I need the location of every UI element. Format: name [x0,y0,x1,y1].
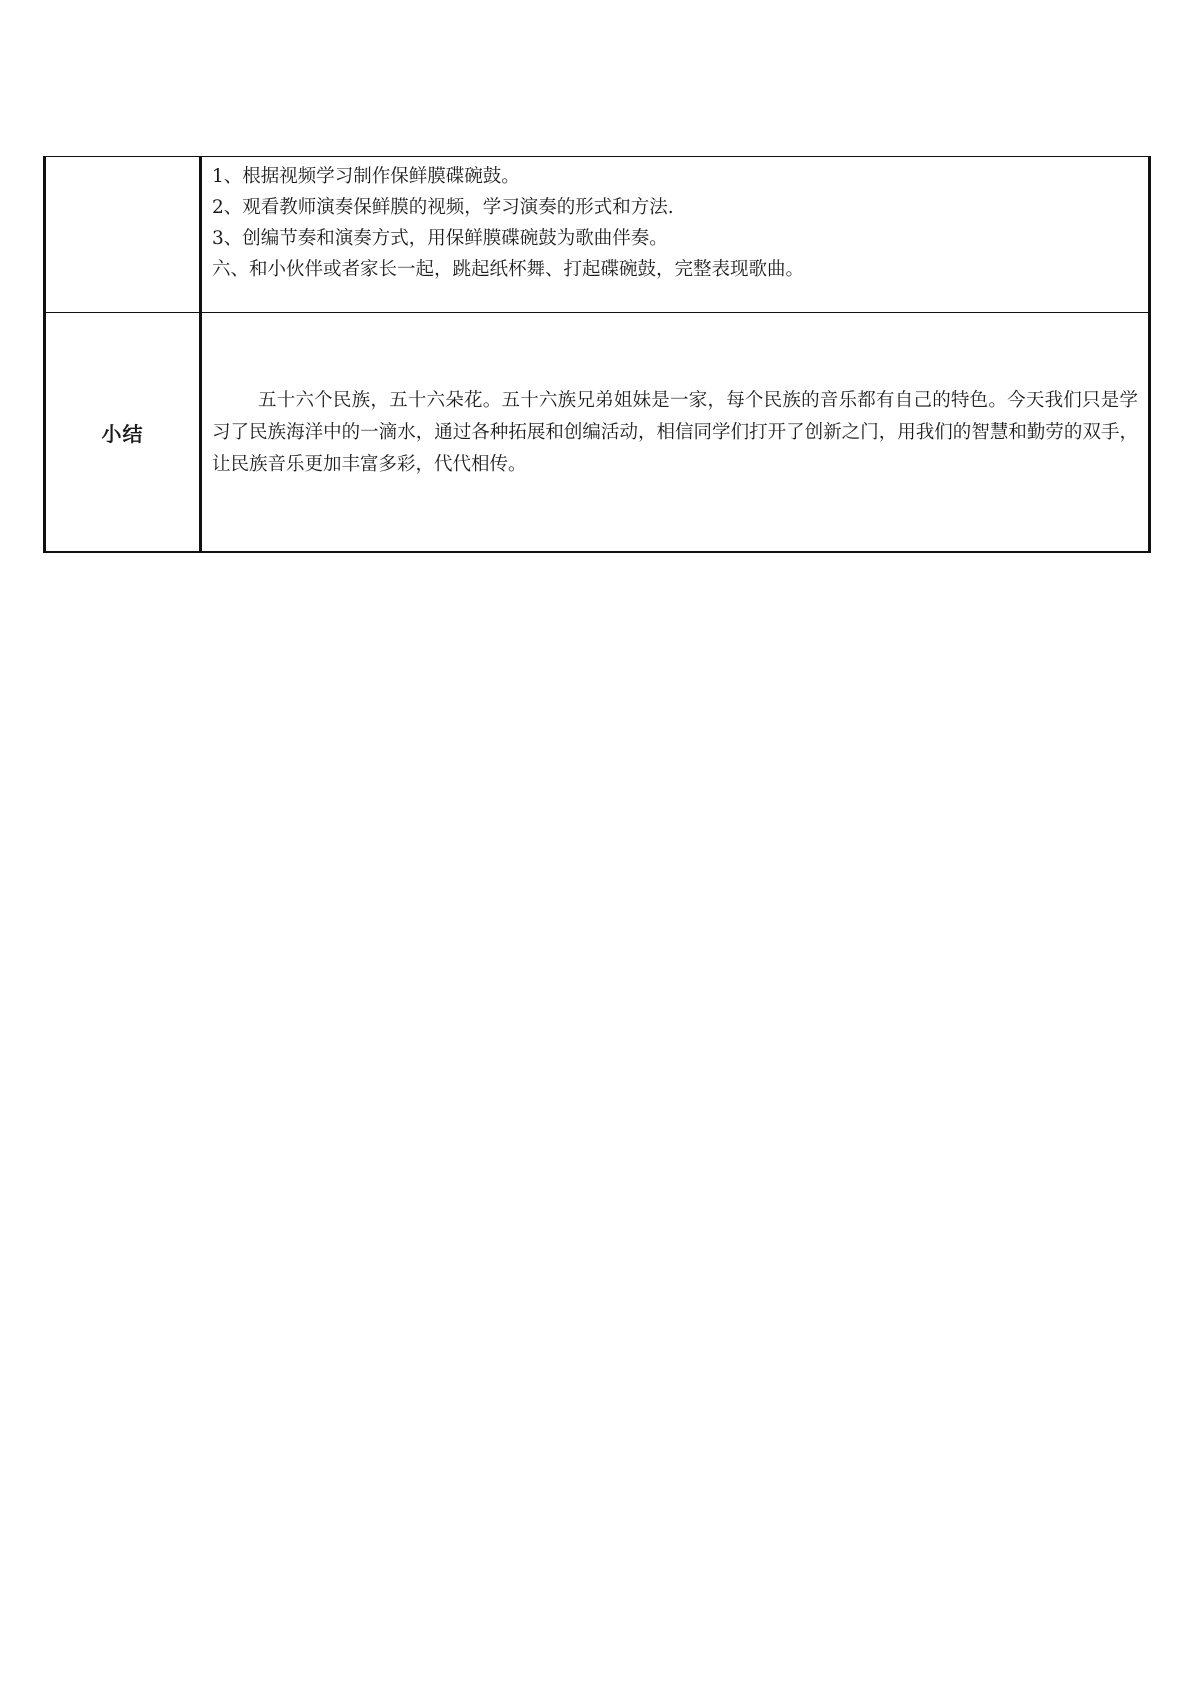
table-row-summary [45,313,1150,553]
activities-label-cell [45,157,201,313]
summary-text: 五十六个民族，五十六朵花。五十六族兄弟姐妹是一家，每个民族的音乐都有自己的特色。今天我们只是学习了民族海洋中的一滴水，通过各种拓展和创编活动，相信同学们打开了创新之门，用我们的智慧和勤劳的双手，让民族音乐更加丰富多彩，代代相传。 [212,390,1138,475]
activity-steps [202,157,1148,285]
activity-step-2: 2、观看教师演奏保鲜膜的视频，学习演奏的形式和方法. [212,197,674,218]
activity-step-6: 六、和小伙伴或者家长一起，跳起纸杯舞、打起碟碗鼓，完整表现歌曲。 [212,259,805,280]
summary-label-cell [45,313,201,553]
table-row-activities [45,157,1150,313]
activity-step-3: 3、创编节奏和演奏方式，用保鲜膜碟碗鼓为歌曲伴奏。 [212,228,668,249]
summary-content-cell [201,313,1150,553]
summary-label: 小结 [101,421,144,446]
activities-content-cell [201,157,1150,313]
lesson-table [43,156,1151,553]
activity-step-1: 1、根据视频学习制作保鲜膜碟碗鼓。 [212,166,520,187]
